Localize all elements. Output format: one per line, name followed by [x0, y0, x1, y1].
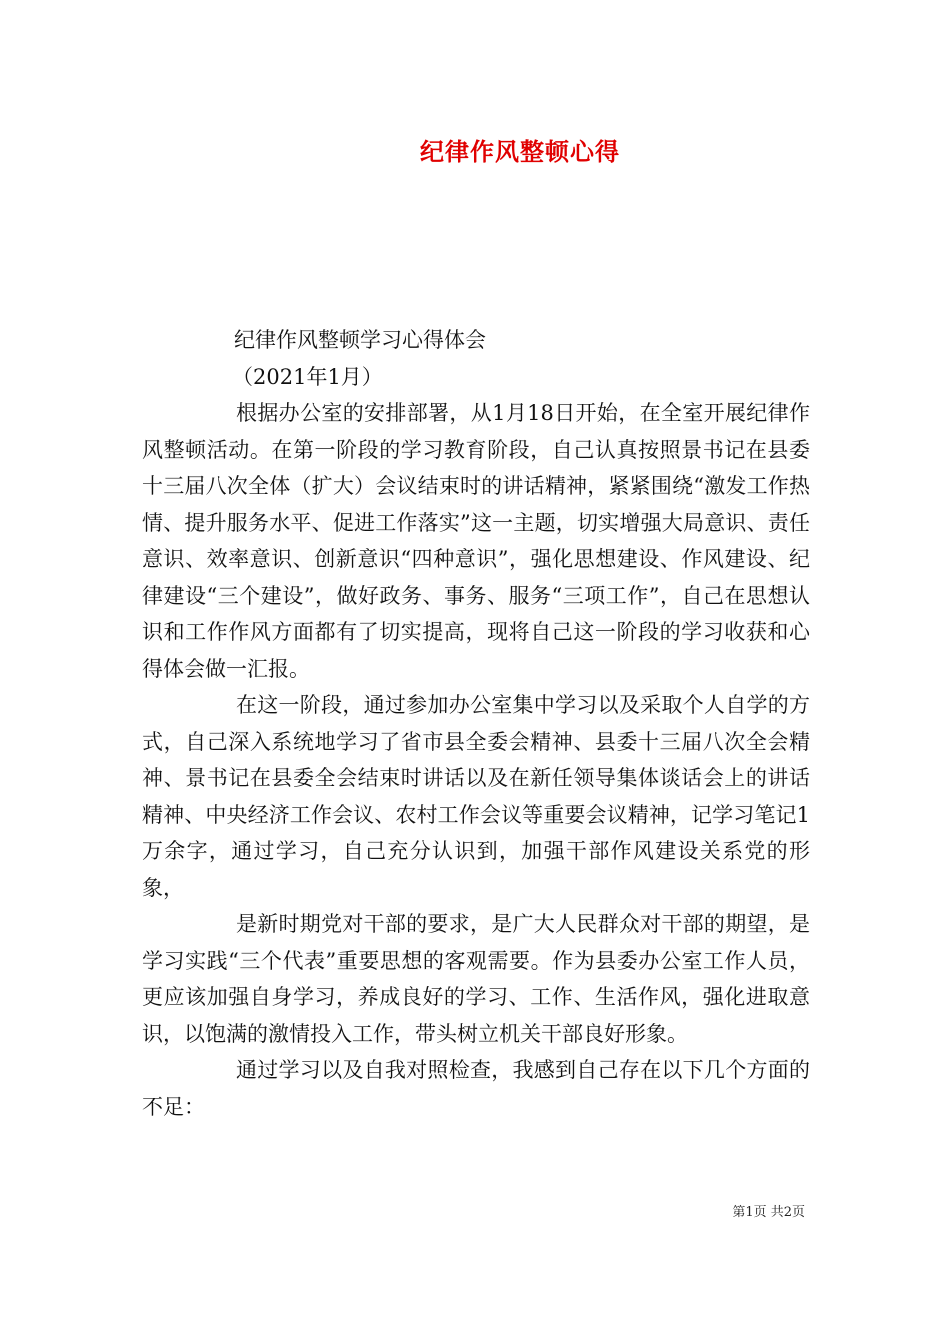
body-paragraph-4: 通过学习以及自我对照检查，我感到自己存在以下几个方面的不足：: [142, 1058, 810, 1119]
body-paragraph-1: 根据办公室的安排部署，从1月18日开始，在全室开展纪律作风整顿活动。在第一阶段的学习教育阶段，自己认真按照景书记在县委十三届八次全体（扩大）会议结束时的讲话精神，紧紧围绕“激发工作热情、提升服务水平、促进工作落实”这一主题，切实增强大局意识、责任意识、效率意识、创新意识“四种意识”，强化思想建设、作风建设、纪律建设“三个建设”，做好政务、事务、服务“三项工作”，自己在思想认识和工作作风方面都有了切实提高，现将自己这一阶段的学习收获和心得体会做一汇报。: [142, 401, 810, 681]
document-body: [142, 322, 810, 1125]
document-title: 纪律作风整顿心得: [420, 138, 620, 166]
body-paragraph-2: 在这一阶段，通过参加办公室集中学习以及采取个人自学的方式，自己深入系统地学习了省市县全委会精神、县委十三届八次全会精神、景书记在县委全会结束时讲话以及在新任领导集体谈话会上的讲话精神、中央经济工作会议、农村工作会议等重要会议精神，记学习笔记1万余字，通过学习，自己充分认识到，加强干部作风建设关系党的形象，: [142, 693, 810, 900]
body-paragraph-3: 是新时期党对干部的要求，是广大人民群众对干部的期望，是学习实践“三个代表”重要思想的客观需要。作为县委办公室工作人员，更应该加强自身学习，养成良好的学习、工作、生活作风，强化进取意识，以饱满的激情投入工作，带头树立机关干部良好形象。: [142, 912, 810, 1046]
document-date: （2021年1月）: [232, 364, 383, 389]
page-number: 第1页 共2页: [732, 1205, 805, 1220]
document-subtitle: 纪律作风整顿学习心得体会: [234, 328, 486, 352]
